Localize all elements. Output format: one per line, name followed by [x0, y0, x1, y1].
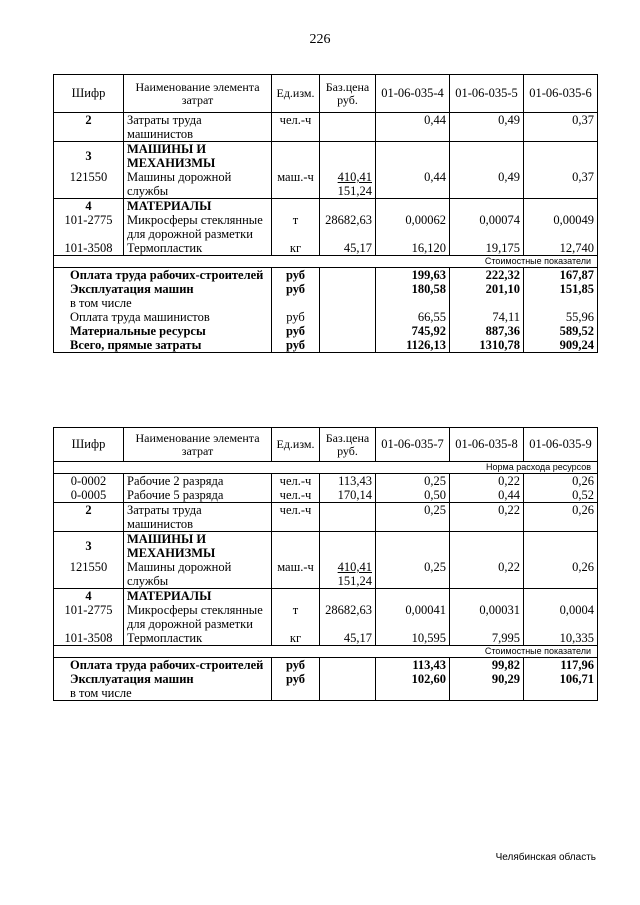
summary-row [54, 268, 598, 283]
row-value: 0,26 [524, 503, 598, 532]
row-code: 0-0002 [54, 474, 124, 489]
summary-unit [272, 686, 320, 701]
row-value: 0,26 [524, 560, 598, 589]
summary-unit: руб [272, 658, 320, 673]
table-row [54, 560, 598, 589]
cost-band-label: Стоимостные показатели [54, 256, 598, 268]
row-price: 170,14 [320, 488, 376, 503]
row-unit: кг [272, 631, 320, 646]
summary-row [54, 324, 598, 338]
summary-name: Оплата труда рабочих-строителей [54, 658, 272, 673]
summary-unit: руб [272, 324, 320, 338]
row-name: Микросферы стеклянные для дорожной разметки [124, 213, 272, 241]
summary-value: 90,29 [450, 672, 524, 686]
row-value: 0,44 [376, 170, 450, 199]
header-unit: Ед.изм. [272, 428, 320, 462]
row-value: 16,120 [376, 241, 450, 256]
row-price: 45,17 [320, 241, 376, 256]
table-row [54, 199, 598, 214]
summary-value: 887,36 [450, 324, 524, 338]
summary-value: 199,63 [376, 268, 450, 283]
table-row [54, 503, 598, 532]
summary-name: Эксплуатация машин [54, 282, 272, 296]
row-price: 28682,63 [320, 213, 376, 241]
header-price: Баз.цена руб. [320, 75, 376, 113]
row-price: 45,17 [320, 631, 376, 646]
row-price-secondary: 151,24 [337, 574, 372, 588]
row-code: 3 [54, 532, 124, 561]
row-code: 3 [54, 142, 124, 171]
summary-value: 151,85 [524, 282, 598, 296]
row-value: 0,26 [524, 474, 598, 489]
summary-unit: руб [272, 310, 320, 324]
row-unit: т [272, 213, 320, 241]
summary-section [54, 658, 598, 701]
header-code: Шифр [54, 428, 124, 462]
summary-value: 99,82 [450, 658, 524, 673]
table-header [54, 75, 598, 113]
row-value: 0,00062 [376, 213, 450, 241]
row-value: 0,00074 [450, 213, 524, 241]
header-col-1: 01-06-035-7 [376, 428, 450, 462]
header-name: Наименование элемента затрат [124, 428, 272, 462]
norm-band-label: Норма расхода ресурсов [54, 462, 598, 474]
row-value: 0,52 [524, 488, 598, 503]
row-unit: чел.-ч [272, 503, 320, 532]
summary-row [54, 658, 598, 673]
row-unit: маш.-ч [272, 560, 320, 589]
row-value: 0,44 [450, 488, 524, 503]
summary-value: 74,11 [450, 310, 524, 324]
summary-section [54, 268, 598, 353]
row-unit: чел.-ч [272, 474, 320, 489]
header-name: Наименование элемента затрат [124, 75, 272, 113]
summary-row [54, 672, 598, 686]
summary-value [376, 686, 450, 701]
row-unit: чел.-ч [272, 113, 320, 142]
summary-value [524, 296, 598, 310]
row-value: 0,0004 [524, 603, 598, 631]
row-value: 0,37 [524, 113, 598, 142]
row-value: 7,995 [450, 631, 524, 646]
row-unit: маш.-ч [272, 170, 320, 199]
header-col-3: 01-06-035-9 [524, 428, 598, 462]
row-price: 410,41 [337, 560, 372, 574]
row-unit: кг [272, 241, 320, 256]
table-row [54, 474, 598, 489]
row-name: Термопластик [124, 631, 272, 646]
summary-name: Оплата труда машинистов [54, 310, 272, 324]
row-value: 0,22 [450, 474, 524, 489]
row-code: 2 [54, 503, 124, 532]
summary-name: Эксплуатация машин [54, 672, 272, 686]
row-price: 113,43 [320, 474, 376, 489]
summary-unit: руб [272, 338, 320, 353]
row-value: 0,25 [376, 503, 450, 532]
summary-value [450, 686, 524, 701]
summary-name: в том числе [54, 686, 272, 701]
row-value: 0,37 [524, 170, 598, 199]
row-name: Машины дорожной службы [124, 170, 272, 199]
row-price-secondary: 151,24 [337, 184, 372, 198]
summary-row [54, 310, 598, 324]
summary-unit: руб [272, 268, 320, 283]
summary-value: 102,60 [376, 672, 450, 686]
row-code: 2 [54, 113, 124, 142]
header-col-2: 01-06-035-5 [450, 75, 524, 113]
summary-row [54, 686, 598, 701]
row-unit: т [272, 603, 320, 631]
cost-band-label: Стоимостные показатели [54, 646, 598, 658]
summary-name: Материальные ресурсы [54, 324, 272, 338]
summary-row [54, 296, 598, 310]
row-code: 101-2775 [54, 213, 124, 241]
row-code: 101-3508 [54, 631, 124, 646]
row-price: 410,41 [337, 170, 372, 184]
row-value: 19,175 [450, 241, 524, 256]
summary-value: 745,92 [376, 324, 450, 338]
table-row [54, 113, 598, 142]
row-name: Затраты труда машинистов [124, 113, 272, 142]
row-code: 4 [54, 589, 124, 604]
resource-table-2 [53, 427, 598, 701]
summary-value: 1126,13 [376, 338, 450, 353]
summary-name: Всего, прямые затраты [54, 338, 272, 353]
norm-band-row [54, 462, 598, 474]
page-number: 226 [309, 32, 331, 47]
row-unit: чел.-ч [272, 488, 320, 503]
summary-value: 1310,78 [450, 338, 524, 353]
footer-region: Челябинская область [495, 852, 596, 863]
table-row [54, 532, 598, 561]
row-code: 101-3508 [54, 241, 124, 256]
summary-name: Оплата труда рабочих-строителей [54, 268, 272, 283]
row-name: Затраты труда машинистов [124, 503, 272, 532]
row-name: Микросферы стеклянные для дорожной разметки [124, 603, 272, 631]
header-price: Баз.цена руб. [320, 428, 376, 462]
summary-value: 55,96 [524, 310, 598, 324]
table-row [54, 488, 598, 503]
summary-unit: руб [272, 672, 320, 686]
table-row [54, 631, 598, 646]
summary-row [54, 282, 598, 296]
row-value: 0,50 [376, 488, 450, 503]
row-code: 121550 [54, 560, 124, 589]
header-col-1: 01-06-035-4 [376, 75, 450, 113]
cost-band-row [54, 646, 598, 658]
summary-value: 117,96 [524, 658, 598, 673]
section-title: МАТЕРИАЛЫ [124, 589, 272, 604]
header-code: Шифр [54, 75, 124, 113]
cost-band-row [54, 256, 598, 268]
row-name: Рабочие 2 разряда [124, 474, 272, 489]
table-header [54, 428, 598, 462]
table-row [54, 241, 598, 256]
table-row [54, 603, 598, 631]
summary-value [450, 296, 524, 310]
row-name: Термопластик [124, 241, 272, 256]
row-price: 28682,63 [320, 603, 376, 631]
row-value: 0,49 [450, 113, 524, 142]
row-value: 0,49 [450, 170, 524, 199]
summary-value: 201,10 [450, 282, 524, 296]
summary-name: в том числе [54, 296, 272, 310]
row-value: 0,25 [376, 474, 450, 489]
header-col-2: 01-06-035-8 [450, 428, 524, 462]
row-value: 0,00049 [524, 213, 598, 241]
row-name: Машины дорожной службы [124, 560, 272, 589]
summary-value [376, 296, 450, 310]
summary-value [524, 686, 598, 701]
resource-table-1 [53, 74, 598, 353]
summary-value: 66,55 [376, 310, 450, 324]
summary-unit [272, 296, 320, 310]
header-unit: Ед.изм. [272, 75, 320, 113]
table-row [54, 142, 598, 171]
summary-value: 180,58 [376, 282, 450, 296]
section-title: МАШИНЫ И МЕХАНИЗМЫ [124, 532, 272, 561]
row-value: 10,335 [524, 631, 598, 646]
row-value: 0,00031 [450, 603, 524, 631]
row-value: 12,740 [524, 241, 598, 256]
row-code: 0-0005 [54, 488, 124, 503]
table-row [54, 170, 598, 199]
row-value: 0,00041 [376, 603, 450, 631]
row-value: 10,595 [376, 631, 450, 646]
section-title: МАШИНЫ И МЕХАНИЗМЫ [124, 142, 272, 171]
summary-value: 589,52 [524, 324, 598, 338]
row-value: 0,44 [376, 113, 450, 142]
summary-unit: руб [272, 282, 320, 296]
summary-value: 106,71 [524, 672, 598, 686]
row-code: 101-2775 [54, 603, 124, 631]
table-row [54, 213, 598, 241]
section-title: МАТЕРИАЛЫ [124, 199, 272, 214]
table-row [54, 589, 598, 604]
header-col-3: 01-06-035-6 [524, 75, 598, 113]
row-name: Рабочие 5 разряда [124, 488, 272, 503]
summary-value: 113,43 [376, 658, 450, 673]
summary-row [54, 338, 598, 353]
summary-value: 909,24 [524, 338, 598, 353]
row-value: 0,22 [450, 503, 524, 532]
summary-value: 222,32 [450, 268, 524, 283]
row-value: 0,25 [376, 560, 450, 589]
row-code: 121550 [54, 170, 124, 199]
row-value: 0,22 [450, 560, 524, 589]
summary-value: 167,87 [524, 268, 598, 283]
row-code: 4 [54, 199, 124, 214]
